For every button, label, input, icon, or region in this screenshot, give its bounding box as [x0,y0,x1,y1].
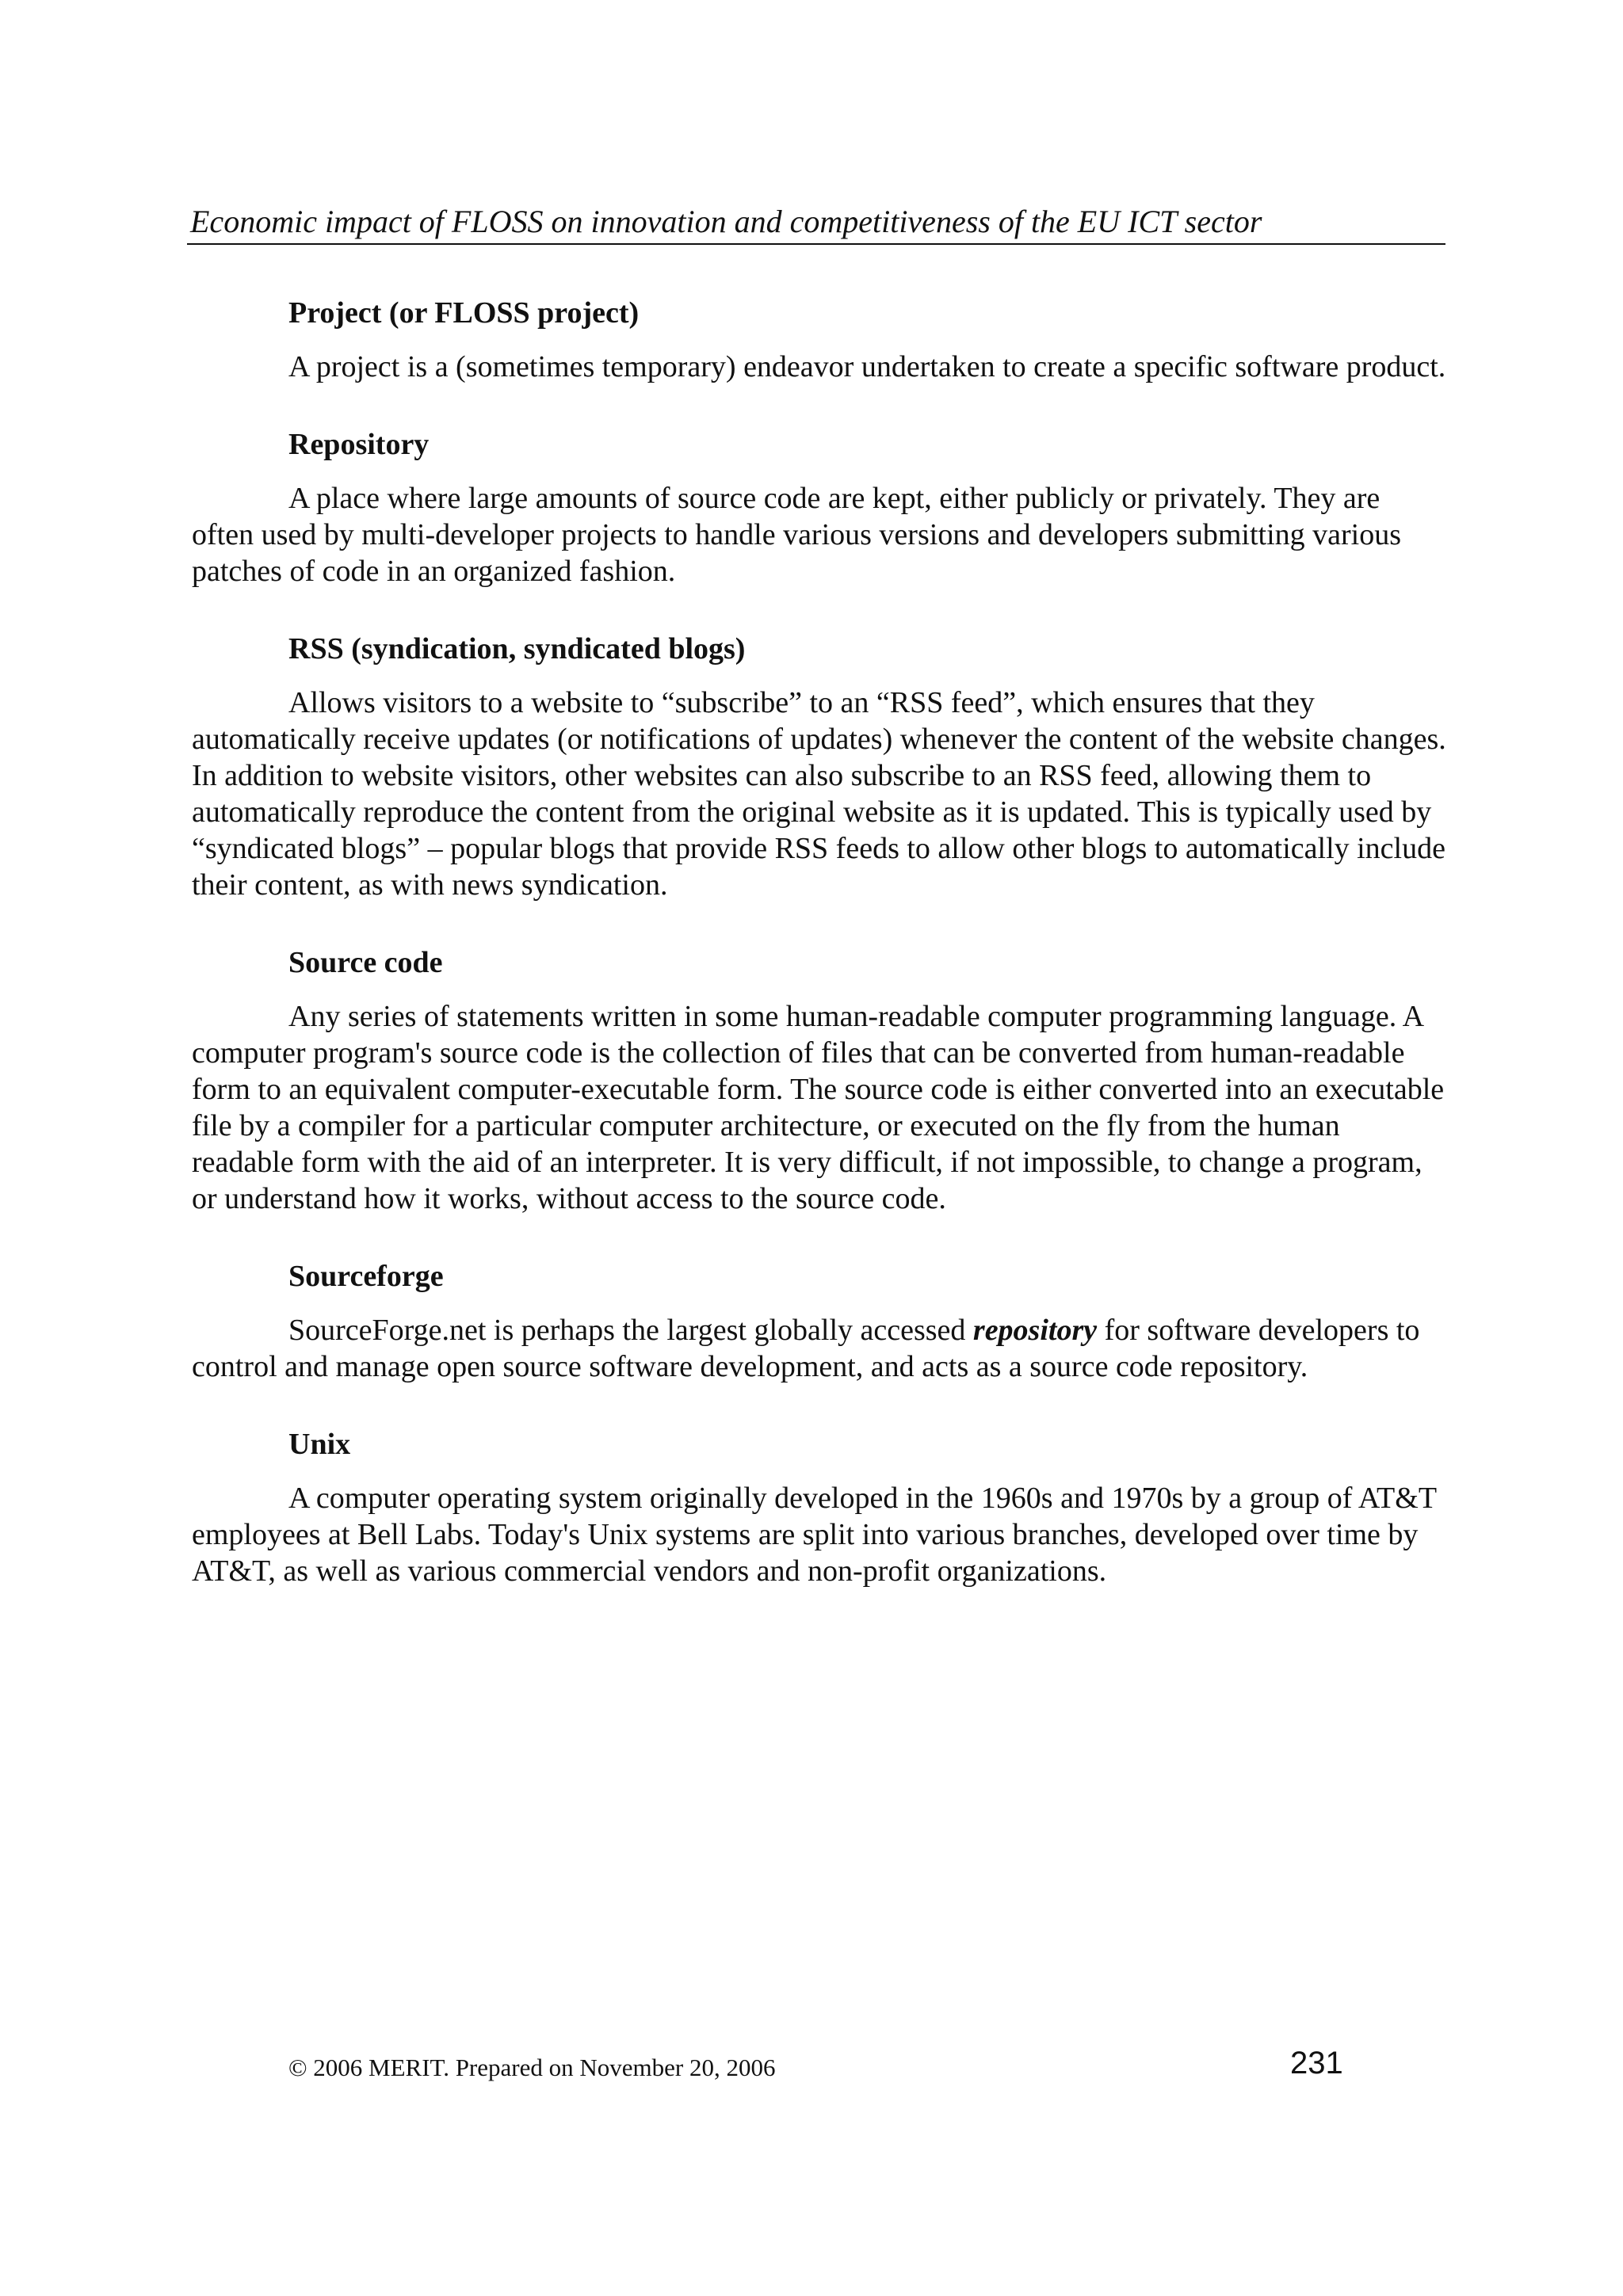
definition-text-before: SourceForge.net is perhaps the largest globally accessed [288,1314,973,1347]
footer-copyright: © 2006 MERIT. Prepared on November 20, 2006 [288,2054,776,2081]
emphasized-term: repository [972,1314,1098,1347]
entry-definition: Any series of statements written in some human-readable computer programming language. A computer program's source code is the collection of files that can be converted from human-readable form to an equivalent computer-executable form. The source code is either converted into an executable file by a compiler for a particular computer architecture, or executed on the fly from the human readable form with the aid of an interpreter. It is very difficult, if not impossible, to change a program, or understand how it works, without access to the source code. [192,1000,1445,1215]
page-number: 231 [1290,2046,1343,2081]
glossary-entry-unix [192,1426,1448,1589]
header-rule [187,243,1445,245]
glossary-entry-rss [192,631,1448,903]
entry-term: Unix [288,1428,351,1461]
entry-term: Repository [288,428,430,461]
entry-definition: A place where large amounts of source code are kept, either publicly or privately. They are often used by multi-developer projects to handle various versions and developers submitting various patches of code in an organized fashion. [192,482,1401,588]
entry-term: Sourceforge [288,1260,444,1293]
entry-term: RSS (syndication, syndicated blogs) [288,632,746,666]
entry-definition: Allows visitors to a website to “subscribe” to an “RSS feed”, which ensures that they automatically receive updates (or notifications of updates) whenever the content of the website changes. In addition to website visitors, other websites can also subscribe to an RSS feed, allowing them to automatically reproduce the content from the original website as it is updated. This is typically used by “syndicated blogs” – popular blogs that provide RSS feeds to allow other blogs to automatically include their content, as with news syndication. [192,686,1446,902]
entry-definition: A project is a (sometimes temporary) endeavor undertaken to create a specific software product. [288,350,1446,383]
running-header: Economic impact of FLOSS on innovation and competitiveness of the EU ICT sector [190,204,1262,239]
entry-definition [192,1312,1448,1385]
glossary-entry-project [192,295,1448,385]
glossary-entry-sourceforge [192,1258,1448,1385]
glossary-entry-source-code [192,944,1448,1217]
entry-term: Source code [288,946,443,979]
entry-definition: A computer operating system originally developed in the 1960s and 1970s by a group of AT&T employees at Bell Labs. Today's Unix systems are split into various branches, developed over time by AT&T, as well as various commercial vendors and non-profit organizations. [192,1482,1437,1588]
glossary-entry-repository [192,426,1448,589]
glossary-body [192,285,1448,1630]
entry-term: Project (or FLOSS project) [288,296,640,330]
definition-text-after: for software developers to control and manage open source software development, and acts as a source code repository. [192,1314,1420,1383]
